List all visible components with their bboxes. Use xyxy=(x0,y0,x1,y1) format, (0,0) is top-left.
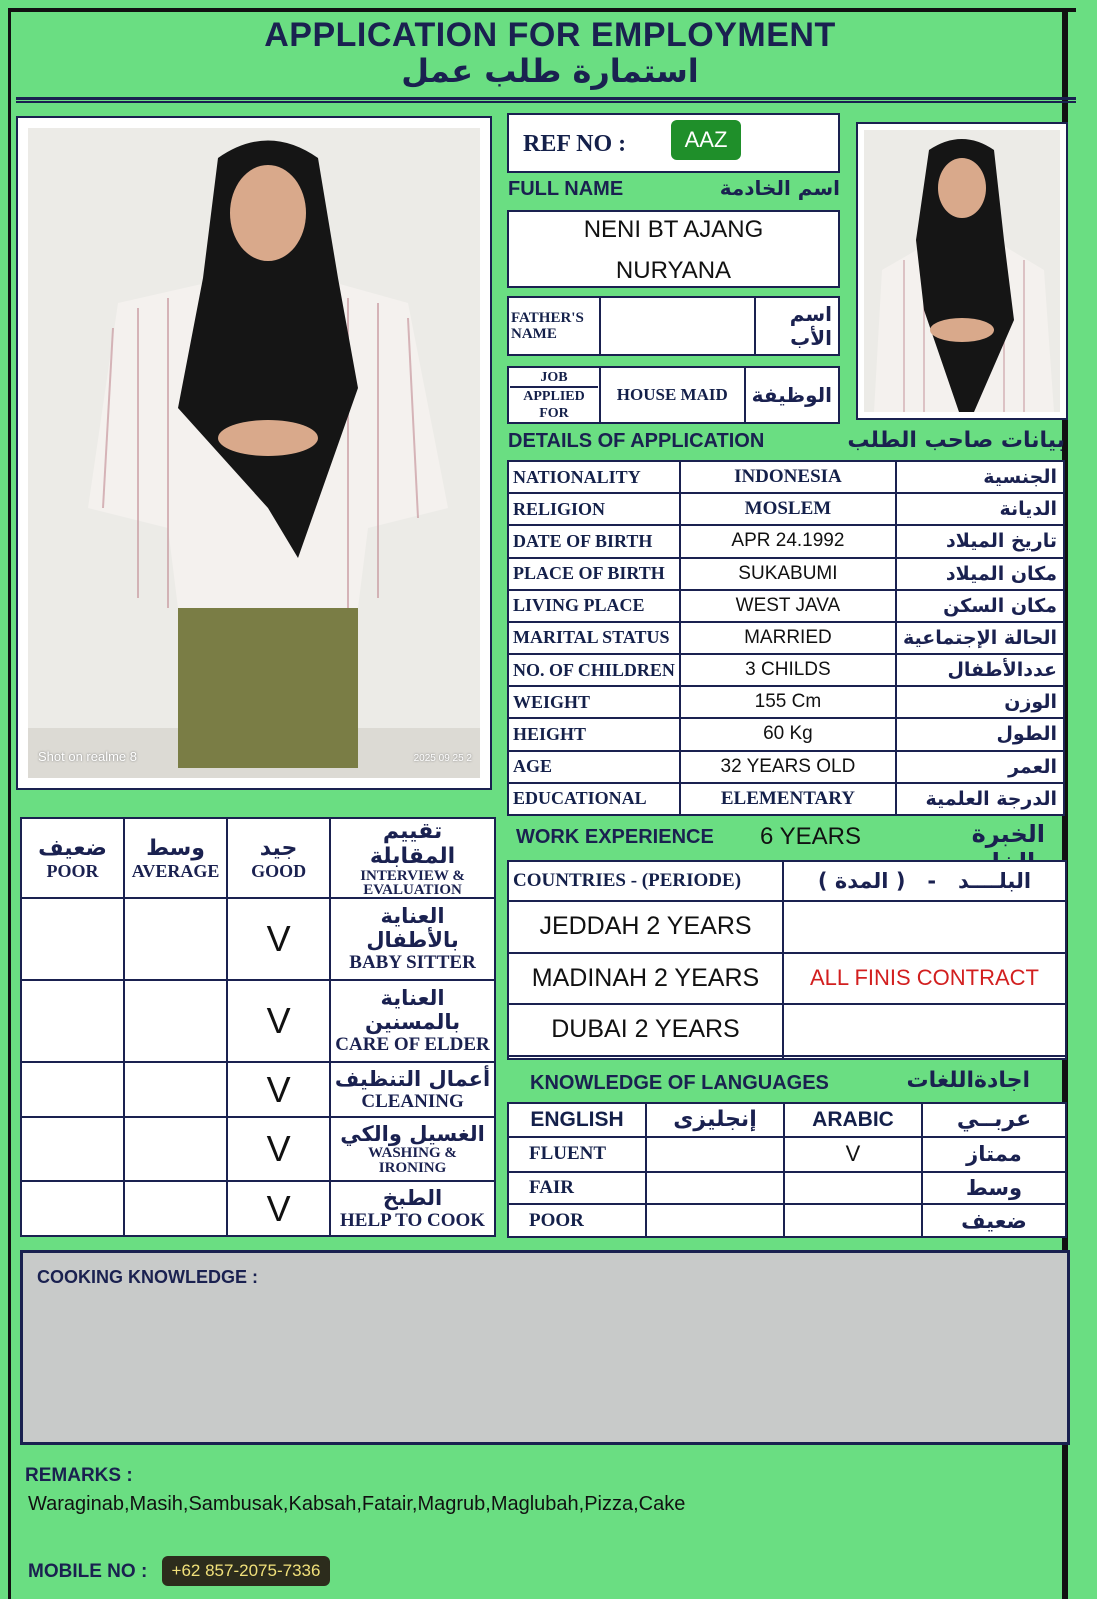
job-label-line-1: JOB xyxy=(540,369,568,385)
details-row xyxy=(508,751,1064,783)
work-header-row xyxy=(508,861,1066,901)
languages-header-row xyxy=(508,1103,1066,1137)
evaluation-average-cell xyxy=(124,898,227,980)
evaluation-skill xyxy=(330,980,495,1062)
evaluation-skill-english: CLEANING xyxy=(361,1090,464,1112)
languages-row xyxy=(508,1172,1066,1205)
languages-table xyxy=(507,1102,1067,1238)
languages-row xyxy=(508,1137,1066,1172)
languages-english-header-arabic: إنجليزى xyxy=(646,1103,784,1137)
evaluation-good-cell: V xyxy=(227,980,330,1062)
evaluation-average-cell xyxy=(124,980,227,1062)
details-row xyxy=(508,461,1064,493)
evaluation-header-arabic: جيد xyxy=(259,835,298,861)
details-row xyxy=(508,718,1064,750)
evaluation-row xyxy=(21,898,495,980)
work-note-cell: ALL FINIS CONTRACT xyxy=(783,953,1066,1005)
father-name-value xyxy=(600,297,755,355)
work-country-cell: JEDDAH 2 YEARS xyxy=(508,901,783,953)
full-name-label-arabic: اسم الخادمة xyxy=(719,176,840,200)
evaluation-header-average xyxy=(124,818,227,898)
languages-arabic-header: ARABIC xyxy=(784,1103,922,1137)
work-countries-header-arabic: البلــــد - ( المدة ) xyxy=(783,861,1066,901)
details-value: WEST JAVA xyxy=(680,590,896,622)
father-name-label-line-1: FATHER'S xyxy=(511,310,584,326)
evaluation-header-poor xyxy=(21,818,124,898)
job-value: HOUSE MAID xyxy=(600,367,745,423)
portrait-photo-image xyxy=(864,130,1060,412)
work-countries-header: COUNTRIES - (PERIODE) xyxy=(508,861,783,901)
details-value: 3 CHILDS xyxy=(680,654,896,686)
work-row xyxy=(508,901,1066,953)
full-name-label: FULL NAME xyxy=(508,178,624,200)
evaluation-poor-cell xyxy=(21,1117,124,1181)
evaluation-header-arabic: وسط xyxy=(146,835,205,861)
portrait-photo xyxy=(858,124,1066,418)
ref-box xyxy=(507,113,840,173)
evaluation-row xyxy=(21,1062,495,1117)
remarks-label: REMARKS : xyxy=(25,1465,133,1486)
languages-english-header: ENGLISH xyxy=(508,1103,646,1137)
evaluation-skill xyxy=(330,898,495,980)
evaluation-good-cell: V xyxy=(227,898,330,980)
details-label-arabic: الجنسية xyxy=(896,461,1064,493)
details-label: MARITAL STATUS xyxy=(508,622,680,654)
work-note-cell xyxy=(783,1004,1066,1056)
evaluation-header-arabic: تقييم المقابلة xyxy=(369,819,456,869)
languages-heading-arabic: اجادةاللغات xyxy=(906,1068,1030,1093)
evaluation-header-good xyxy=(227,818,330,898)
father-name-label-arabic: اسم الأب xyxy=(755,297,839,355)
details-value: INDONESIA xyxy=(680,461,896,493)
languages-level-label-arabic: ضعيف xyxy=(922,1204,1066,1237)
evaluation-skill xyxy=(330,1117,495,1181)
job-label xyxy=(508,367,600,423)
languages-english-level xyxy=(646,1204,784,1237)
work-country-cell: DUBAI 2 YEARS xyxy=(508,1004,783,1056)
remarks-value: Waraginab,Masih,Sambusak,Kabsah,Fatair,Magrub,Maglubah,Pizza,Cake xyxy=(28,1493,686,1515)
details-heading: DETAILS OF APPLICATION xyxy=(508,430,765,452)
evaluation-skill-english: CARE OF ELDER xyxy=(335,1034,490,1056)
details-label-arabic: الدرجة العلمية xyxy=(896,783,1064,815)
languages-arabic-level xyxy=(784,1204,922,1237)
father-name-label-line-2: NAME xyxy=(511,326,557,342)
languages-english-level xyxy=(646,1172,784,1205)
details-row xyxy=(508,783,1064,815)
evaluation-skill-arabic: الغسيل والكي xyxy=(340,1122,485,1147)
languages-arabic-level xyxy=(784,1172,922,1205)
evaluation-skill-english: HELP TO COOK xyxy=(340,1209,486,1231)
evaluation-header-english: GOOD xyxy=(251,860,307,881)
evaluation-poor-cell xyxy=(21,1181,124,1236)
evaluation-average-cell xyxy=(124,1117,227,1181)
evaluation-header-english: AVERAGE xyxy=(131,860,220,881)
ref-value-badge: AAZ xyxy=(671,120,741,160)
details-row xyxy=(508,493,1064,525)
form-title-arabic: استمارة طلب عمل xyxy=(401,52,699,90)
photo-date-stamp: 2025 09 25 2 xyxy=(413,753,472,764)
evaluation-skill-english: WASHING & IRONING xyxy=(368,1145,457,1177)
full-name-box xyxy=(507,210,840,288)
evaluation-poor-cell xyxy=(21,1062,124,1117)
frame-border-left xyxy=(8,8,11,1599)
details-table xyxy=(507,460,1065,816)
languages-arabic-level: V xyxy=(784,1137,922,1172)
full-name-line-1: NENI BT AJANG xyxy=(583,216,764,243)
job-label-line-2: APPLIED FOR xyxy=(510,386,598,422)
details-row xyxy=(508,622,1064,654)
details-label: AGE xyxy=(508,751,680,783)
evaluation-header-english: INTERVIEW & EVALUATION xyxy=(360,868,465,898)
details-value: MOSLEM xyxy=(680,493,896,525)
details-label-arabic: مكان السكن xyxy=(896,590,1064,622)
details-label: NATIONALITY xyxy=(508,461,680,493)
evaluation-skill-english: BABY SITTER xyxy=(349,952,476,974)
evaluation-header-row xyxy=(21,818,495,898)
evaluation-skill-arabic: الطبخ xyxy=(382,1185,443,1210)
ref-label: REF NO : xyxy=(523,131,627,157)
evaluation-header-arabic: ضعيف xyxy=(38,835,107,861)
languages-level-label-arabic: وسط xyxy=(922,1172,1066,1205)
work-country-cell xyxy=(508,1056,783,1059)
details-value: APR 24.1992 xyxy=(680,525,896,557)
evaluation-skill xyxy=(330,1062,495,1117)
work-note-cell xyxy=(783,1056,1066,1059)
details-label: EDUCATIONAL xyxy=(508,783,680,815)
job-label-arabic: الوظيفة xyxy=(745,367,839,423)
languages-level-label: POOR xyxy=(508,1204,646,1237)
languages-row xyxy=(508,1204,1066,1237)
evaluation-row xyxy=(21,980,495,1062)
evaluation-poor-cell xyxy=(21,980,124,1062)
evaluation-skill-arabic: العناية بالمسنين xyxy=(364,986,461,1035)
details-label-arabic: العمر xyxy=(896,751,1064,783)
languages-level-label-arabic: ممتاز xyxy=(922,1137,1066,1172)
photo-caption: Shot on realme 8 xyxy=(38,749,138,764)
father-name-table xyxy=(507,296,840,356)
details-value: 60 Kg xyxy=(680,718,896,750)
mobile-label: MOBILE NO : xyxy=(28,1561,148,1582)
evaluation-skill xyxy=(330,1181,495,1236)
details-label-arabic: الوزن xyxy=(896,686,1064,718)
work-country-cell: MADINAH 2 YEARS xyxy=(508,953,783,1005)
work-experience-table xyxy=(507,860,1067,1060)
evaluation-table xyxy=(20,817,496,1237)
evaluation-header-english: POOR xyxy=(46,860,99,881)
cooking-knowledge-box xyxy=(20,1250,1070,1445)
details-row xyxy=(508,558,1064,590)
details-label-arabic: عددالأطفال xyxy=(896,654,1064,686)
details-label: DATE OF BIRTH xyxy=(508,525,680,557)
details-row xyxy=(508,686,1064,718)
details-label-arabic: تاريخ الميلاد xyxy=(896,525,1064,557)
full-name-line-2: NURYANA xyxy=(615,257,732,284)
father-name-label xyxy=(508,297,600,355)
languages-english-level xyxy=(646,1137,784,1172)
work-experience-label-arabic: الخبرة xyxy=(971,820,1045,848)
evaluation-average-cell xyxy=(124,1181,227,1236)
cooking-knowledge-label: COOKING KNOWLEDGE : xyxy=(37,1267,258,1287)
work-experience-label: WORK EXPERIENCE xyxy=(516,826,714,848)
languages-level-label: FLUENT xyxy=(508,1137,646,1172)
evaluation-average-cell xyxy=(124,1062,227,1117)
work-row xyxy=(508,1056,1066,1059)
portrait-illustration xyxy=(864,130,1060,412)
details-label: PLACE OF BIRTH xyxy=(508,558,680,590)
details-label-arabic: الديانة xyxy=(896,493,1064,525)
evaluation-good-cell: V xyxy=(227,1117,330,1181)
details-heading-arabic: بيانات صاحب الطلب xyxy=(847,428,1065,453)
work-experience-value: 6 YEARS xyxy=(760,823,861,850)
mobile-number-badge: +62 857-2075-7336 xyxy=(162,1556,330,1586)
person-illustration xyxy=(28,128,480,778)
languages-arabic-header-arabic: عربــي xyxy=(922,1103,1066,1137)
evaluation-row xyxy=(21,1181,495,1236)
details-label-arabic: مكان الميلاد xyxy=(896,558,1064,590)
details-row xyxy=(508,654,1064,686)
evaluation-good-cell: V xyxy=(227,1062,330,1117)
work-note-cell xyxy=(783,901,1066,953)
details-value: ELEMENTARY xyxy=(680,783,896,815)
evaluation-poor-cell xyxy=(21,898,124,980)
details-row xyxy=(508,525,1064,557)
job-table xyxy=(507,366,840,424)
title-divider xyxy=(16,97,1076,103)
details-label: WEIGHT xyxy=(508,686,680,718)
full-body-photo xyxy=(18,118,490,788)
details-value: MARRIED xyxy=(680,622,896,654)
full-body-photo-image xyxy=(28,128,480,778)
evaluation-row xyxy=(21,1117,495,1181)
frame-border-top xyxy=(8,8,1076,12)
evaluation-skill-arabic: العناية بالأطفال xyxy=(366,904,459,953)
form-title-english: APPLICATION FOR EMPLOYMENT xyxy=(264,16,836,54)
evaluation-skill-arabic: أعمال التنظيف xyxy=(334,1066,491,1091)
details-label: LIVING PLACE xyxy=(508,590,680,622)
details-label-arabic: الحالة الإجتماعية xyxy=(896,622,1064,654)
work-row xyxy=(508,953,1066,1005)
languages-heading: KNOWLEDGE OF LANGUAGES xyxy=(530,1072,829,1094)
languages-level-label: FAIR xyxy=(508,1172,646,1205)
details-row xyxy=(508,590,1064,622)
details-value: 155 Cm xyxy=(680,686,896,718)
details-value: 32 YEARS OLD xyxy=(680,751,896,783)
details-label: RELIGION xyxy=(508,493,680,525)
evaluation-good-cell: V xyxy=(227,1181,330,1236)
details-label-arabic: الطول xyxy=(896,718,1064,750)
details-label: HEIGHT xyxy=(508,718,680,750)
details-label: NO. OF CHILDREN xyxy=(508,654,680,686)
details-value: SUKABUMI xyxy=(680,558,896,590)
work-row xyxy=(508,1004,1066,1056)
evaluation-header-interview xyxy=(330,818,495,898)
